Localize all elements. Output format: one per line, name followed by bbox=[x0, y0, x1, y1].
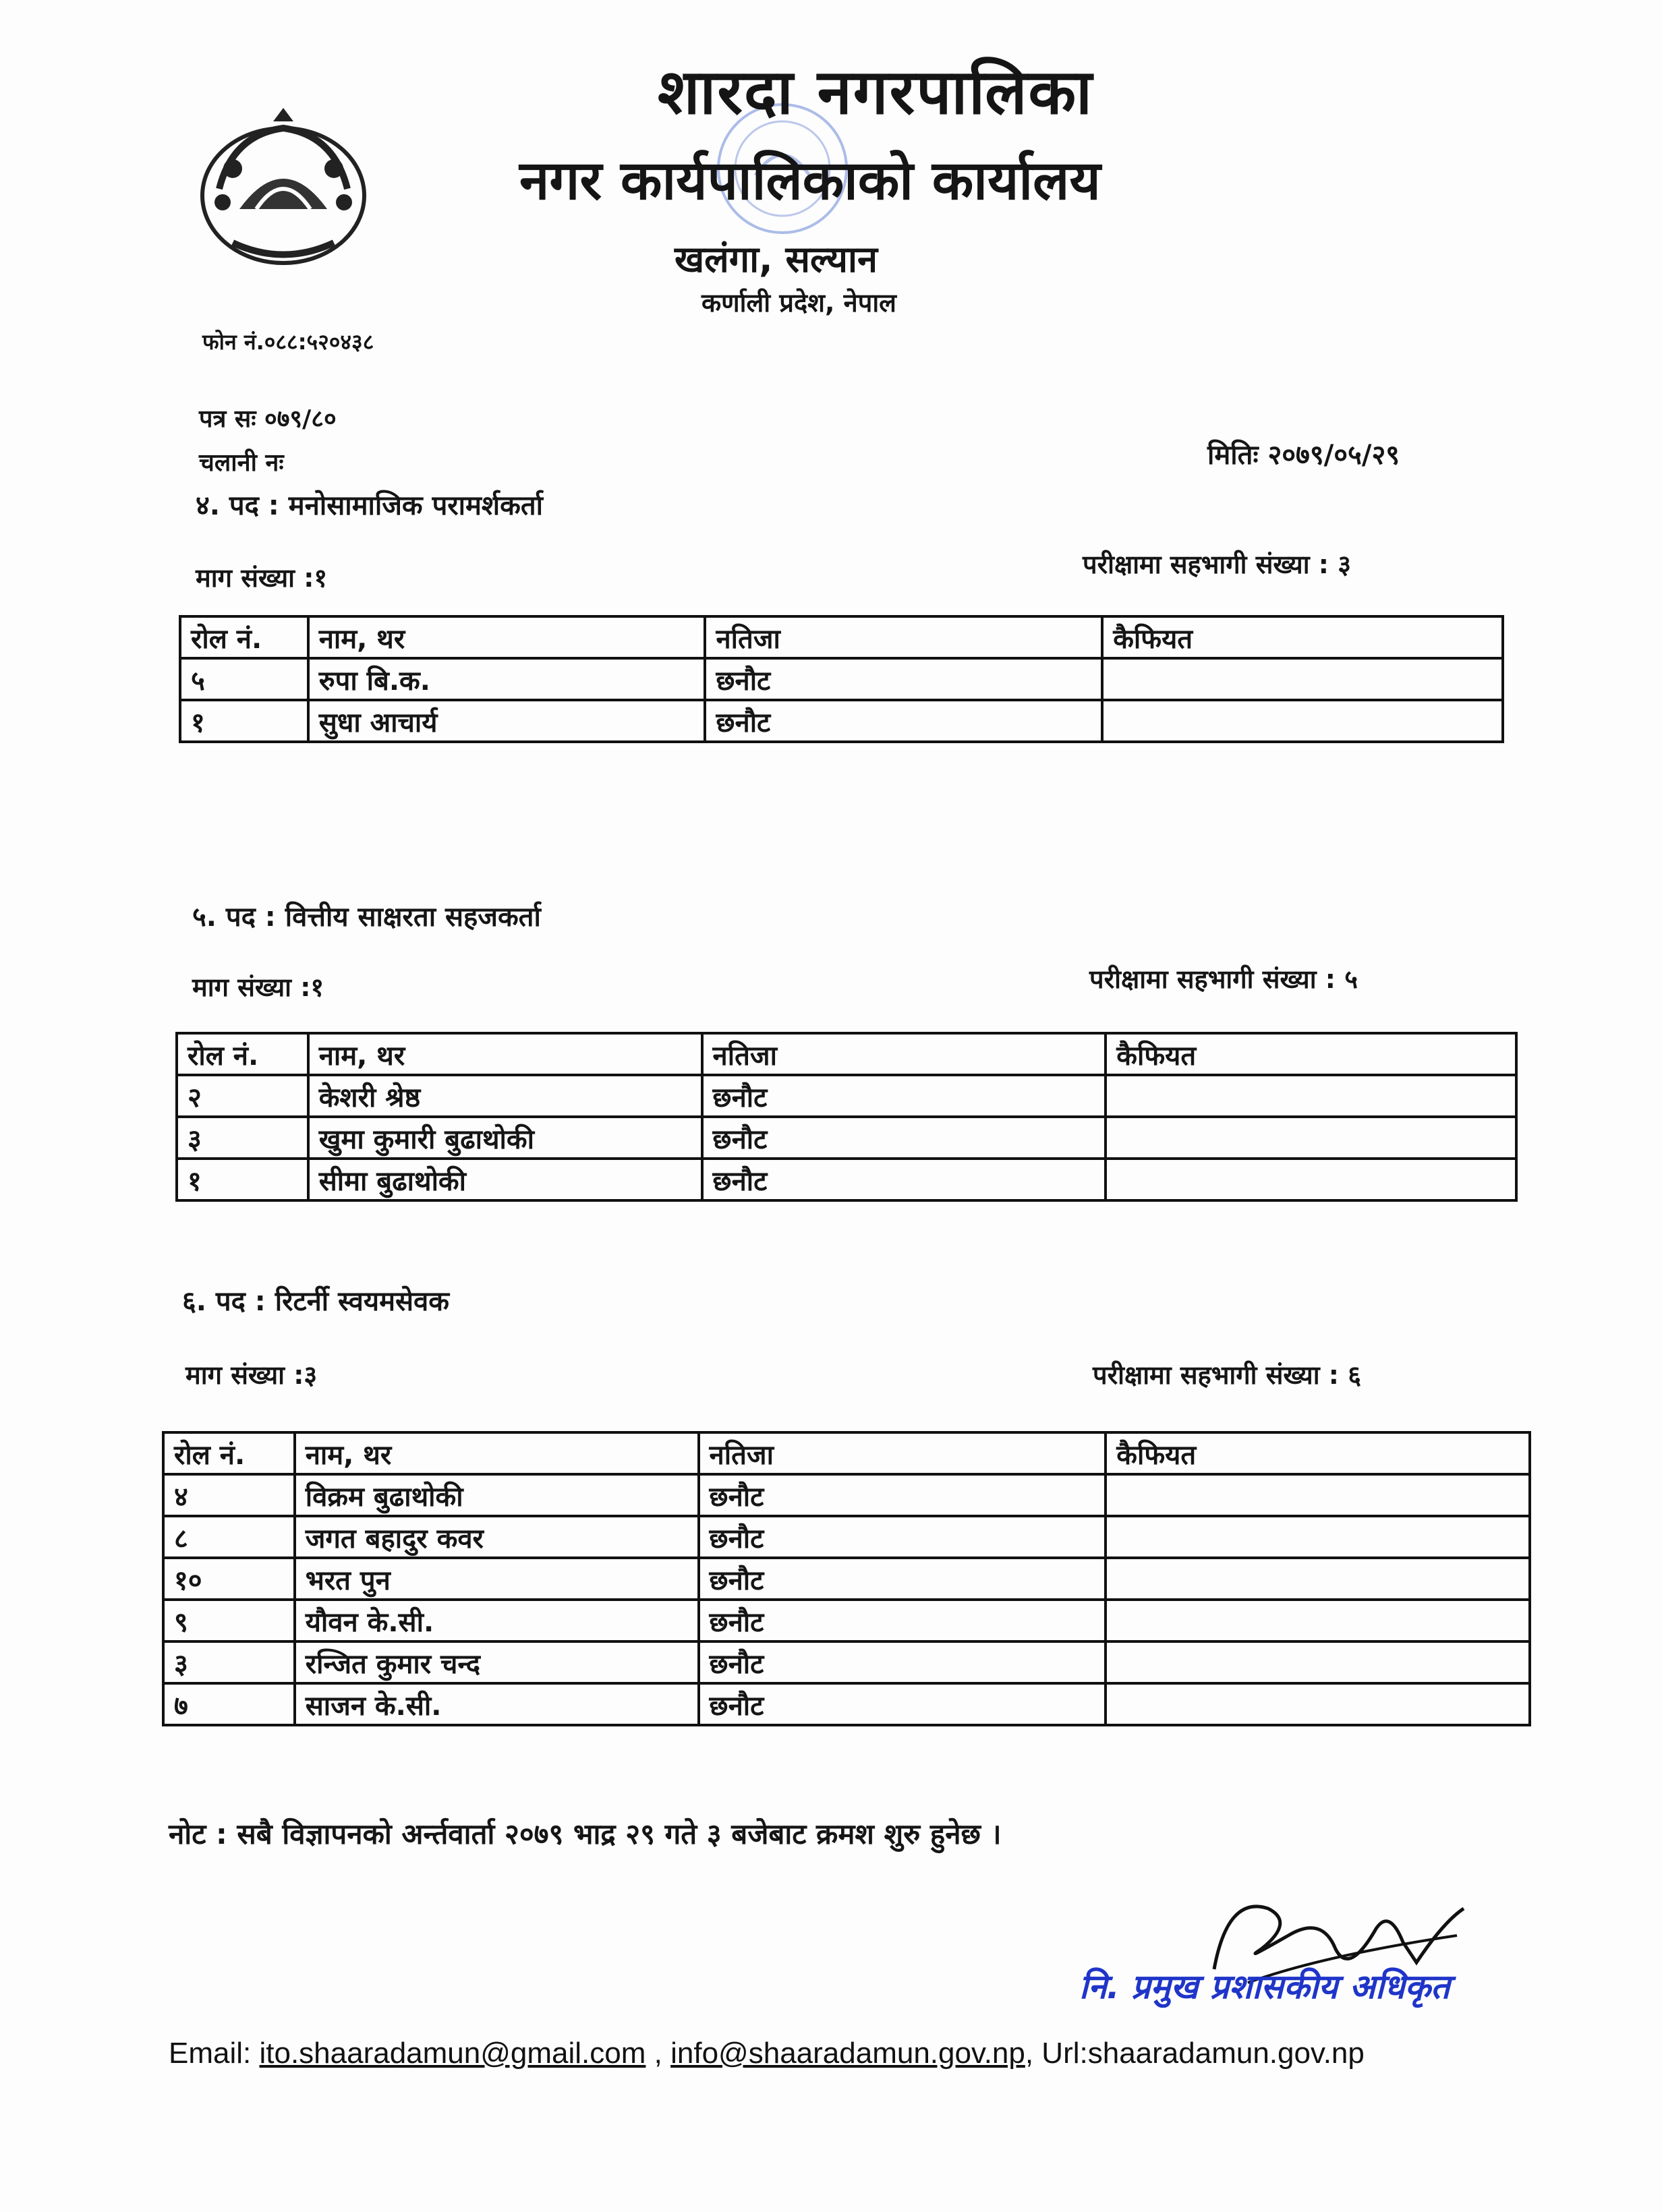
result-table bbox=[162, 1431, 1531, 1726]
remarks-cell bbox=[1106, 1600, 1530, 1641]
office-name: नगर कार्यपालिकाको कार्यालय bbox=[519, 149, 1101, 212]
result-cell: छनौट bbox=[699, 1683, 1106, 1725]
signatory-title: नि. प्रमुख प्रशासकीय अधिकृत bbox=[1079, 1967, 1450, 2006]
header-roll: रोल नं. bbox=[180, 616, 308, 658]
name-cell: रुपा बि.क. bbox=[308, 658, 706, 700]
name-cell: साजन के.सी. bbox=[295, 1683, 699, 1725]
office-province: कर्णाली प्रदेश, नेपाल bbox=[701, 288, 896, 318]
demand-count: माग संख्या :१ bbox=[196, 563, 328, 593]
result-table bbox=[175, 1032, 1518, 1202]
result-cell: छनौट bbox=[699, 1641, 1106, 1683]
remarks-cell bbox=[1106, 1117, 1516, 1159]
header-name: नाम, थर bbox=[308, 1033, 702, 1075]
header-roll: रोल नं. bbox=[163, 1432, 295, 1474]
remarks-cell bbox=[1106, 1516, 1530, 1558]
section-title: ४. पद : मनोसामाजिक परामर्शकर्ता bbox=[196, 490, 544, 521]
name-cell: भरत पुन bbox=[295, 1558, 699, 1600]
remarks-cell bbox=[1102, 658, 1503, 700]
header-remarks: कैफियत bbox=[1106, 1432, 1530, 1474]
table-row bbox=[180, 658, 1503, 700]
demand-count: माग संख्या :३ bbox=[185, 1360, 318, 1390]
org-name: शारदा नगरपालिका bbox=[658, 56, 1093, 128]
roll-cell: ९ bbox=[163, 1600, 295, 1641]
letter-date: मितिः २०७९/०५/२९ bbox=[1207, 440, 1400, 471]
table-row bbox=[163, 1641, 1530, 1683]
section-title: ६. पद : रिटर्नी स्वयमसेवक bbox=[182, 1286, 450, 1317]
email-label: Email: bbox=[169, 2037, 260, 2070]
header-remarks: कैफियत bbox=[1106, 1033, 1516, 1075]
result-cell: छनौट bbox=[702, 1117, 1106, 1159]
roll-cell: ४ bbox=[163, 1474, 295, 1516]
table-header-row bbox=[163, 1432, 1530, 1474]
remarks-cell bbox=[1106, 1075, 1516, 1117]
footer-separator: , bbox=[646, 2037, 671, 2070]
header-result: नतिजा bbox=[702, 1033, 1106, 1075]
header-roll: रोल नं. bbox=[177, 1033, 308, 1075]
roll-cell: ३ bbox=[177, 1117, 308, 1159]
remarks-cell bbox=[1106, 1474, 1530, 1516]
name-cell: यौवन के.सी. bbox=[295, 1600, 699, 1641]
result-cell: छनौट bbox=[705, 700, 1102, 742]
name-cell: सुधा आचार्य bbox=[308, 700, 706, 742]
name-cell: खुमा कुमारी बुढाथोकी bbox=[308, 1117, 702, 1159]
header-name: नाम, थर bbox=[308, 616, 706, 658]
roll-cell: ८ bbox=[163, 1516, 295, 1558]
nepal-emblem-icon bbox=[192, 108, 374, 270]
roll-cell: २ bbox=[177, 1075, 308, 1117]
roll-cell: ३ bbox=[163, 1641, 295, 1683]
name-cell: विक्रम बुढाथोकी bbox=[295, 1474, 699, 1516]
remarks-cell bbox=[1102, 700, 1503, 742]
remarks-cell bbox=[1106, 1558, 1530, 1600]
result-cell: छनौट bbox=[699, 1474, 1106, 1516]
result-cell: छनौट bbox=[702, 1159, 1106, 1200]
table-row bbox=[163, 1683, 1530, 1725]
result-cell: छनौट bbox=[705, 658, 1102, 700]
participant-count: परीक्षामा सहभागी संख्या : ५ bbox=[1089, 964, 1358, 994]
letter-number: पत्र सः ०७९/८० bbox=[199, 405, 337, 433]
table-header-row bbox=[180, 616, 1503, 658]
roll-cell: १ bbox=[180, 700, 308, 742]
remarks-cell bbox=[1106, 1159, 1516, 1200]
roll-cell: १० bbox=[163, 1558, 295, 1600]
result-cell: छनौट bbox=[702, 1075, 1106, 1117]
name-cell: सीमा बुढाथोकी bbox=[308, 1159, 702, 1200]
roll-cell: १ bbox=[177, 1159, 308, 1200]
contact-footer bbox=[169, 2037, 1365, 2070]
table-row bbox=[163, 1558, 1530, 1600]
demand-count: माग संख्या :१ bbox=[192, 972, 324, 1002]
table-row bbox=[163, 1474, 1530, 1516]
name-cell: केशरी श्रेष्ठ bbox=[308, 1075, 702, 1117]
email-link-1[interactable]: ito.shaaradamun@gmail.com bbox=[259, 2037, 646, 2070]
table-row bbox=[177, 1075, 1516, 1117]
roll-cell: ७ bbox=[163, 1683, 295, 1725]
office-address: खलंगा, सल्यान bbox=[675, 238, 878, 281]
dispatch-number: चलानी नः bbox=[199, 449, 284, 477]
email-link-2[interactable]: info@shaaradamun.gov.np bbox=[670, 2037, 1025, 2070]
participant-count: परीक्षामा सहभागी संख्या : ३ bbox=[1083, 550, 1351, 579]
table-row bbox=[163, 1600, 1530, 1641]
participant-count: परीक्षामा सहभागी संख्या : ६ bbox=[1093, 1360, 1361, 1390]
section-title: ५. पद : वित्तीय साक्षरता सहजकर्ता bbox=[192, 902, 541, 933]
interview-note: नोट : सबै विज्ञापनको अर्न्तवार्ता २०७९ भाद्र २९ गते ३ बजेबाट क्रमश शुरु हुनेछ । bbox=[169, 1817, 1002, 1851]
phone-number: फोन नं.०८८:५२०४३८ bbox=[202, 329, 374, 355]
name-cell: जगत बहादुर कवर bbox=[295, 1516, 699, 1558]
result-cell: छनौट bbox=[699, 1558, 1106, 1600]
remarks-cell bbox=[1106, 1641, 1530, 1683]
header-remarks: कैफियत bbox=[1102, 616, 1503, 658]
table-row bbox=[177, 1159, 1516, 1200]
result-cell: छनौट bbox=[699, 1600, 1106, 1641]
roll-cell: ५ bbox=[180, 658, 308, 700]
name-cell: रन्जित कुमार चन्द bbox=[295, 1641, 699, 1683]
header-result: नतिजा bbox=[699, 1432, 1106, 1474]
header-name: नाम, थर bbox=[295, 1432, 699, 1474]
table-row bbox=[163, 1516, 1530, 1558]
website-url: , Url:shaaradamun.gov.np bbox=[1025, 2037, 1365, 2070]
result-cell: छनौट bbox=[699, 1516, 1106, 1558]
table-row bbox=[180, 700, 1503, 742]
header-result: नतिजा bbox=[705, 616, 1102, 658]
result-table bbox=[179, 615, 1504, 743]
table-row bbox=[177, 1117, 1516, 1159]
remarks-cell bbox=[1106, 1683, 1530, 1725]
table-header-row bbox=[177, 1033, 1516, 1075]
